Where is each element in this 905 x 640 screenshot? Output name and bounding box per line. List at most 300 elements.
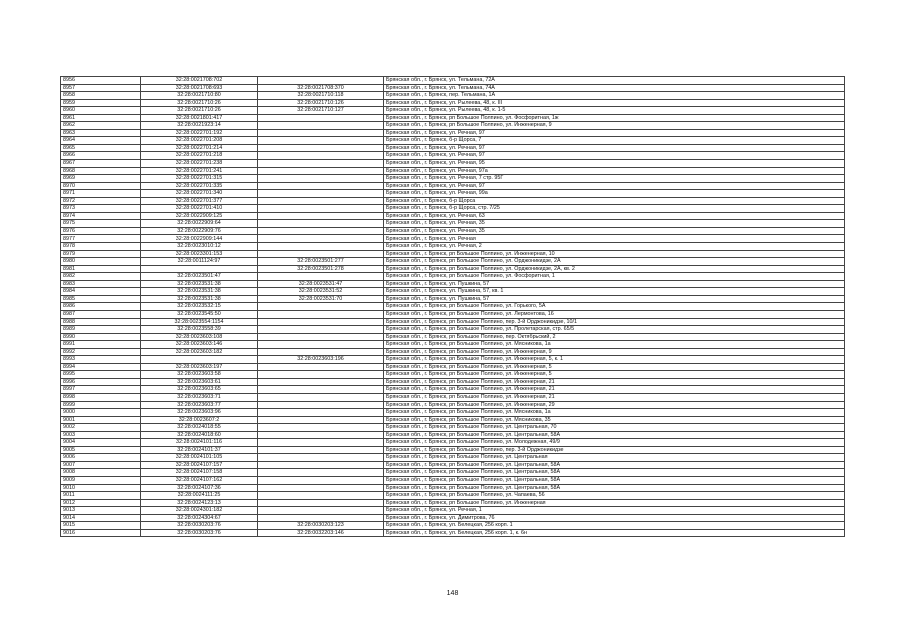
- previous-cadastral-number-cell: [258, 363, 384, 371]
- address-cell: Брянская обл., г. Брянск, рп Большое Полпино, ул. Инженерная, 10: [384, 250, 845, 258]
- table-row: [61, 356, 845, 364]
- table-row: [61, 522, 845, 530]
- address-cell: Брянская обл., г. Брянск, рп Большое Полпино, ул. Чапаева, 56: [384, 492, 845, 500]
- row-number-cell: 9008: [61, 469, 141, 477]
- row-number-cell: 8997: [61, 386, 141, 394]
- table-row: [61, 499, 845, 507]
- table-row: [61, 273, 845, 281]
- previous-cadastral-number-cell: 32:28:0023531:52: [258, 288, 384, 296]
- address-cell: Брянская обл., г. Брянск, рп Большое Полпино, ул. Инженерная, 21: [384, 386, 845, 394]
- address-cell: Брянская обл., г. Брянск, б-р Щорса, 7: [384, 137, 845, 145]
- table-row: [61, 310, 845, 318]
- address-cell: Брянская обл., г. Брянск, ул. Речная, 35: [384, 227, 845, 235]
- address-cell: Брянская обл., г. Брянск, рп Большое Полпино, ул. Инженерная, 5: [384, 371, 845, 379]
- address-cell: Брянская обл., г. Брянск, рп Большое Полпино, ул. Мясникова, 35: [384, 416, 845, 424]
- previous-cadastral-number-cell: 32:28:0021708:370: [258, 84, 384, 92]
- row-number-cell: 8999: [61, 401, 141, 409]
- row-number-cell: 8983: [61, 280, 141, 288]
- address-cell: Брянская обл., г. Брянск, ул. Пушкина, 57: [384, 280, 845, 288]
- table-row: [61, 212, 845, 220]
- cadastral-number-cell: 32:28:0023603:108: [141, 333, 258, 341]
- cadastral-number-cell: 32:28:0024304:67: [141, 514, 258, 522]
- table-row: [61, 341, 845, 349]
- address-cell: Брянская обл., г. Брянск, ул. Тельмана, 72А: [384, 77, 845, 85]
- previous-cadastral-number-cell: [258, 386, 384, 394]
- row-number-cell: 8972: [61, 197, 141, 205]
- previous-cadastral-number-cell: [258, 341, 384, 349]
- table-row: [61, 409, 845, 417]
- row-number-cell: 9010: [61, 484, 141, 492]
- previous-cadastral-number-cell: [258, 476, 384, 484]
- previous-cadastral-number-cell: [258, 205, 384, 213]
- previous-cadastral-number-cell: 32:28:0032203:146: [258, 529, 384, 537]
- cadastral-number-cell: 32:28:0023603:71: [141, 393, 258, 401]
- cadastral-number-cell: 32:28:0021708:702: [141, 77, 258, 85]
- row-number-cell: 9016: [61, 529, 141, 537]
- address-cell: Брянская обл., г. Брянск, рп Большое Полпино, ул. Инженерная, 9: [384, 122, 845, 130]
- row-number-cell: 8976: [61, 227, 141, 235]
- table-row: [61, 265, 845, 273]
- row-number-cell: 9004: [61, 439, 141, 447]
- address-cell: Брянская обл., г. Брянск, ул. Белецкая, 256 корп. 1: [384, 522, 845, 530]
- table-row: [61, 182, 845, 190]
- row-number-cell: 8959: [61, 99, 141, 107]
- address-cell: Брянская обл., г. Брянск, рп Большое Полпино, ул. Инженерная, 9: [384, 348, 845, 356]
- previous-cadastral-number-cell: [258, 461, 384, 469]
- previous-cadastral-number-cell: [258, 137, 384, 145]
- previous-cadastral-number-cell: [258, 152, 384, 160]
- table-row: [61, 250, 845, 258]
- address-cell: Брянская обл., г. Брянск, б-р Щорса: [384, 197, 845, 205]
- row-number-cell: 8985: [61, 295, 141, 303]
- cadastral-number-cell: 32:28:0030203:76: [141, 522, 258, 530]
- address-cell: Брянская обл., г. Брянск, рп Большое Полпино, ул. Центральная, 58А: [384, 476, 845, 484]
- row-number-cell: 8963: [61, 129, 141, 137]
- row-number-cell: 9002: [61, 424, 141, 432]
- row-number-cell: 9012: [61, 499, 141, 507]
- table-row: [61, 424, 845, 432]
- address-cell: Брянская обл., г. Брянск, ул. Речная, 7 стр. 95Г: [384, 175, 845, 183]
- address-cell: Брянская обл., г. Брянск, ул. Речная, 97а: [384, 167, 845, 175]
- table-row: [61, 507, 845, 515]
- previous-cadastral-number-cell: 32:28:0023501:278: [258, 265, 384, 273]
- table-row: [61, 348, 845, 356]
- address-cell: Брянская обл., г. Брянск, ул. Пушкина, 57: [384, 295, 845, 303]
- cadastral-number-cell: 32:28:0021708:693: [141, 84, 258, 92]
- cadastral-number-cell: 32:28:0023301:153: [141, 250, 258, 258]
- address-cell: Брянская обл., г. Брянск, ул. Белецкая, 256 корп. 1, к. 6н: [384, 529, 845, 537]
- address-cell: Брянская обл., г. Брянск, ул. Речная, 95: [384, 160, 845, 168]
- previous-cadastral-number-cell: [258, 333, 384, 341]
- row-number-cell: 8961: [61, 114, 141, 122]
- previous-cadastral-number-cell: [258, 454, 384, 462]
- previous-cadastral-number-cell: [258, 212, 384, 220]
- table-row: [61, 167, 845, 175]
- row-number-cell: 9000: [61, 409, 141, 417]
- previous-cadastral-number-cell: [258, 446, 384, 454]
- row-number-cell: 8977: [61, 235, 141, 243]
- table-row: [61, 258, 845, 266]
- cadastral-number-cell: 32:28:0023531:38: [141, 288, 258, 296]
- address-cell: Брянская обл., г. Брянск, рп Большое Полпино, ул. Пролетарская, стр. 65/5: [384, 326, 845, 334]
- row-number-cell: 8969: [61, 175, 141, 183]
- table-row: [61, 137, 845, 145]
- address-cell: Брянская обл., г. Брянск, рп Большое Полпино, ул. Молодежная, 49/9: [384, 439, 845, 447]
- address-cell: Брянская обл., г. Брянск, рп Большое Полпино, ул. Центральная, 58А: [384, 461, 845, 469]
- row-number-cell: 8996: [61, 378, 141, 386]
- previous-cadastral-number-cell: [258, 129, 384, 137]
- cadastral-number-cell: 32:28:0024107:158: [141, 469, 258, 477]
- row-number-cell: 9009: [61, 476, 141, 484]
- previous-cadastral-number-cell: [258, 416, 384, 424]
- previous-cadastral-number-cell: [258, 197, 384, 205]
- row-number-cell: 8960: [61, 107, 141, 115]
- previous-cadastral-number-cell: 32:28:0030203:123: [258, 522, 384, 530]
- address-cell: Брянская обл., г. Брянск, рп Большое Полпино, ул. Инженерная, 5, к. 1: [384, 356, 845, 364]
- table-row: [61, 469, 845, 477]
- address-cell: Брянская обл., г. Брянск, ул. Рылеева, 48, к. 1-5: [384, 107, 845, 115]
- table-row: [61, 160, 845, 168]
- table-row: [61, 295, 845, 303]
- cadastral-number-cell: 32:28:0023532:15: [141, 303, 258, 311]
- address-cell: Брянская обл., г. Брянск, рп Большое Полпино, ул. Орджоникидзе, 2А: [384, 258, 845, 266]
- row-number-cell: 8994: [61, 363, 141, 371]
- row-number-cell: 8979: [61, 250, 141, 258]
- cadastral-number-cell: 32:28:0024018:55: [141, 424, 258, 432]
- address-cell: Брянская обл., г. Брянск, ул. Речная, 2: [384, 243, 845, 251]
- cadastral-number-cell: 32:28:0022909:64: [141, 220, 258, 228]
- table-row: [61, 99, 845, 107]
- cadastral-number-cell: 32:28:0022701:410: [141, 205, 258, 213]
- table-row: [61, 416, 845, 424]
- address-cell: Брянская обл., г. Брянск, ул. Речная, 1: [384, 507, 845, 515]
- cadastral-number-cell: 32:28:0024107:157: [141, 461, 258, 469]
- row-number-cell: 8986: [61, 303, 141, 311]
- table-row: [61, 378, 845, 386]
- cadastral-number-cell: 32:28:0023603:197: [141, 363, 258, 371]
- address-cell: Брянская обл., г. Брянск, рп Большое Полпино, ул. Орджоникидзе, 2А, кв. 2: [384, 265, 845, 273]
- table-row: [61, 318, 845, 326]
- table-row: [61, 431, 845, 439]
- address-cell: Брянская обл., г. Брянск, ул. Речная, 97: [384, 152, 845, 160]
- previous-cadastral-number-cell: [258, 499, 384, 507]
- row-number-cell: 8990: [61, 333, 141, 341]
- previous-cadastral-number-cell: [258, 348, 384, 356]
- cadastral-number-cell: 32:28:0021923:14: [141, 122, 258, 130]
- cadastral-number-cell: 32:28:0024018:60: [141, 431, 258, 439]
- cadastral-number-cell: 32:28:0023603:96: [141, 409, 258, 417]
- row-number-cell: 8957: [61, 84, 141, 92]
- cadastral-number-cell: 32:28:0022701:241: [141, 167, 258, 175]
- table-row: [61, 205, 845, 213]
- address-cell: Брянская обл., г. Брянск, рп Большое Полпино, ул. Инженерная, 5: [384, 363, 845, 371]
- previous-cadastral-number-cell: [258, 401, 384, 409]
- row-number-cell: 8967: [61, 160, 141, 168]
- row-number-cell: 8973: [61, 205, 141, 213]
- cadastral-number-cell: 32:28:0022701:218: [141, 152, 258, 160]
- table-row: [61, 492, 845, 500]
- previous-cadastral-number-cell: [258, 424, 384, 432]
- cadastral-number-cell: 32:28:0024107:162: [141, 476, 258, 484]
- previous-cadastral-number-cell: [258, 469, 384, 477]
- cadastral-number-cell: 32:28:0022701:208: [141, 137, 258, 145]
- address-cell: Брянская обл., г. Брянск, ул. Рылеева, 48, к. III: [384, 99, 845, 107]
- table-row: [61, 77, 845, 85]
- address-cell: Брянская обл., г. Брянск, рп Большое Полпино, ул. Фосфоритная, 1ж: [384, 114, 845, 122]
- cadastral-number-cell: 32:28:0023501:47: [141, 273, 258, 281]
- cadastral-number-cell: 32:28:0024101:37: [141, 446, 258, 454]
- previous-cadastral-number-cell: [258, 409, 384, 417]
- row-number-cell: 8978: [61, 243, 141, 251]
- cadastral-number-cell: 32:28:0024107:36: [141, 484, 258, 492]
- table-row: [61, 243, 845, 251]
- address-cell: Брянская обл., г. Брянск, ул. Речная: [384, 235, 845, 243]
- previous-cadastral-number-cell: 32:28:0023531:70: [258, 295, 384, 303]
- row-number-cell: 8984: [61, 288, 141, 296]
- table-row: [61, 484, 845, 492]
- address-cell: Брянская обл., г. Брянск, ул. Пушкина, 57, кв. 1: [384, 288, 845, 296]
- cadastral-number-cell: 32:28:0023010:12: [141, 243, 258, 251]
- row-number-cell: 8995: [61, 371, 141, 379]
- previous-cadastral-number-cell: [258, 235, 384, 243]
- table-row: [61, 122, 845, 130]
- address-cell: Брянская обл., г. Брянск, рп Большое Полпино, ул. Инженерная, 29: [384, 401, 845, 409]
- row-number-cell: 8966: [61, 152, 141, 160]
- cadastral-number-cell: 32:28:0022701:377: [141, 197, 258, 205]
- previous-cadastral-number-cell: [258, 243, 384, 251]
- row-number-cell: 8962: [61, 122, 141, 130]
- previous-cadastral-number-cell: [258, 378, 384, 386]
- previous-cadastral-number-cell: [258, 393, 384, 401]
- cadastral-number-cell: 32:28:0021801:417: [141, 114, 258, 122]
- address-cell: Брянская обл., г. Брянск, рп Большое Полпино, пер. 3-й Орджоникидзе: [384, 446, 845, 454]
- row-number-cell: 9003: [61, 431, 141, 439]
- previous-cadastral-number-cell: [258, 250, 384, 258]
- previous-cadastral-number-cell: [258, 492, 384, 500]
- table-row: [61, 333, 845, 341]
- previous-cadastral-number-cell: [258, 144, 384, 152]
- previous-cadastral-number-cell: [258, 175, 384, 183]
- previous-cadastral-number-cell: [258, 227, 384, 235]
- previous-cadastral-number-cell: 32:28:0021710:126: [258, 99, 384, 107]
- previous-cadastral-number-cell: [258, 122, 384, 130]
- table-row: [61, 235, 845, 243]
- row-number-cell: 8998: [61, 393, 141, 401]
- row-number-cell: 8974: [61, 212, 141, 220]
- previous-cadastral-number-cell: [258, 310, 384, 318]
- address-cell: Брянская обл., г. Брянск, рп Большое Полпино, ул. Инженерная: [384, 499, 845, 507]
- table-row: [61, 92, 845, 100]
- previous-cadastral-number-cell: 32:28:0021710:118: [258, 92, 384, 100]
- row-number-cell: 8956: [61, 77, 141, 85]
- cadastral-number-cell: 32:28:0024101:105: [141, 454, 258, 462]
- row-number-cell: 8992: [61, 348, 141, 356]
- address-cell: Брянская обл., г. Брянск, рп Большое Полпино, ул. Инженерная, 21: [384, 393, 845, 401]
- address-cell: Брянская обл., г. Брянск, рп Большое Полпино, ул. Фосфоритная, 1: [384, 273, 845, 281]
- previous-cadastral-number-cell: [258, 77, 384, 85]
- cadastral-number-cell: 32:28:0022701:238: [141, 160, 258, 168]
- cadastral-number-cell: 32:28:0022701:315: [141, 175, 258, 183]
- cadastral-number-cell: 32:28:0023607:2: [141, 416, 258, 424]
- cadastral-number-cell: 32:28:0022701:192: [141, 129, 258, 137]
- cadastral-number-cell: 32:28:0022909:144: [141, 235, 258, 243]
- previous-cadastral-number-cell: [258, 190, 384, 198]
- row-number-cell: 8991: [61, 341, 141, 349]
- previous-cadastral-number-cell: 32:28:0023501:277: [258, 258, 384, 266]
- table-row: [61, 197, 845, 205]
- previous-cadastral-number-cell: [258, 507, 384, 515]
- row-number-cell: 9015: [61, 522, 141, 530]
- cadastral-number-cell: 32:28:0023558:39: [141, 326, 258, 334]
- address-cell: Брянская обл., г. Брянск, ул. Речная, 97: [384, 129, 845, 137]
- row-number-cell: 8987: [61, 310, 141, 318]
- previous-cadastral-number-cell: [258, 326, 384, 334]
- address-cell: Брянская обл., г. Брянск, б-р Щорса, стр. 7/25: [384, 205, 845, 213]
- cadastral-number-cell: 32:28:0023603:77: [141, 401, 258, 409]
- cadastral-number-cell: 32:28:0023603:58: [141, 371, 258, 379]
- cadastral-number-cell: [141, 356, 258, 364]
- cadastral-number-cell: 32:28:0024301:182: [141, 507, 258, 515]
- table-row: [61, 144, 845, 152]
- previous-cadastral-number-cell: [258, 484, 384, 492]
- previous-cadastral-number-cell: 32:28:0023603:196: [258, 356, 384, 364]
- row-number-cell: 8993: [61, 356, 141, 364]
- table-row: [61, 461, 845, 469]
- cadastral-number-cell: 32:28:0021710:26: [141, 99, 258, 107]
- table-row: [61, 152, 845, 160]
- address-cell: Брянская обл., г. Брянск, ул. Речная, 63: [384, 212, 845, 220]
- cadastral-number-cell: 32:28:0022701:214: [141, 144, 258, 152]
- table-row: [61, 476, 845, 484]
- row-number-cell: 9011: [61, 492, 141, 500]
- cadastral-number-cell: 32:28:0022909:125: [141, 212, 258, 220]
- table-row: [61, 288, 845, 296]
- address-cell: Брянская обл., г. Брянск, рп Большое Полпино, ул. Горького, 5А: [384, 303, 845, 311]
- previous-cadastral-number-cell: [258, 220, 384, 228]
- table-row: [61, 220, 845, 228]
- previous-cadastral-number-cell: [258, 439, 384, 447]
- row-number-cell: 9013: [61, 507, 141, 515]
- table-row: [61, 363, 845, 371]
- address-cell: Брянская обл., г. Брянск, ул. Речная, 99а: [384, 190, 845, 198]
- cadastral-number-cell: 32:28:0023531:38: [141, 280, 258, 288]
- row-number-cell: 8970: [61, 182, 141, 190]
- table-row: [61, 401, 845, 409]
- table-row: [61, 371, 845, 379]
- page-number: 148: [446, 590, 459, 597]
- cadastral-number-cell: 32:28:0022701:340: [141, 190, 258, 198]
- cadastral-number-cell: 32:28:0023603:146: [141, 341, 258, 349]
- row-number-cell: 9007: [61, 461, 141, 469]
- previous-cadastral-number-cell: [258, 303, 384, 311]
- address-cell: Брянская обл., г. Брянск, рп Большое Полпино, ул. Мясникова, 1а: [384, 341, 845, 349]
- address-cell: Брянская обл., г. Брянск, рп Большое Полпино, ул. Лермонтова, 16: [384, 310, 845, 318]
- address-cell: Брянская обл., г. Брянск, рп Большое Полпино, ул. Центральная, 70: [384, 424, 845, 432]
- cadastral-number-cell: 32:28:0024101:116: [141, 439, 258, 447]
- address-cell: Брянская обл., г. Брянск, рп Большое Полпино, ул. Центральная, 58А: [384, 431, 845, 439]
- cadastral-number-cell: [141, 265, 258, 273]
- row-number-cell: 9005: [61, 446, 141, 454]
- table-row: [61, 439, 845, 447]
- previous-cadastral-number-cell: [258, 371, 384, 379]
- address-cell: Брянская обл., г. Брянск, пер. Тельмана, 1А: [384, 92, 845, 100]
- table-row: [61, 446, 845, 454]
- previous-cadastral-number-cell: [258, 167, 384, 175]
- cadastral-number-cell: 32:28:0022701:335: [141, 182, 258, 190]
- address-cell: Брянская обл., г. Брянск, рп Большое Полпино, ул. Центральная: [384, 454, 845, 462]
- address-cell: Брянская обл., г. Брянск, ул. Димитрова, 76: [384, 514, 845, 522]
- address-cell: Брянская обл., г. Брянск, ул. Речная, 97: [384, 182, 845, 190]
- cadastral-number-cell: 32:28:0023603:65: [141, 386, 258, 394]
- address-cell: Брянская обл., г. Брянск, рп Большое Полпино, ул. Центральная, 58А: [384, 484, 845, 492]
- address-cell: Брянская обл., г. Брянск, ул. Тельмана, 74А: [384, 84, 845, 92]
- address-cell: Брянская обл., г. Брянск, рп Большое Полпино, ул. Инженерная, 21: [384, 378, 845, 386]
- cadastral-number-cell: 32:28:0023603:182: [141, 348, 258, 356]
- previous-cadastral-number-cell: [258, 318, 384, 326]
- cadastral-number-cell: 32:28:0024111:25: [141, 492, 258, 500]
- table-row: [61, 107, 845, 115]
- row-number-cell: 9001: [61, 416, 141, 424]
- row-number-cell: 8958: [61, 92, 141, 100]
- cadastral-number-cell: 32:28:0023554:1154: [141, 318, 258, 326]
- row-number-cell: 8981: [61, 265, 141, 273]
- registry-table: [60, 76, 845, 537]
- cadastral-number-cell: 32:28:0023603:61: [141, 378, 258, 386]
- registry-table-body: [61, 77, 845, 537]
- cadastral-number-cell: 32:28:0021710:80: [141, 92, 258, 100]
- previous-cadastral-number-cell: [258, 431, 384, 439]
- cadastral-number-cell: 32:28:0023545:50: [141, 310, 258, 318]
- row-number-cell: 8971: [61, 190, 141, 198]
- cadastral-number-cell: 32:28:0022909:76: [141, 227, 258, 235]
- row-number-cell: 9006: [61, 454, 141, 462]
- table-row: [61, 514, 845, 522]
- table-row: [61, 454, 845, 462]
- row-number-cell: 8965: [61, 144, 141, 152]
- table-row: [61, 393, 845, 401]
- previous-cadastral-number-cell: [258, 273, 384, 281]
- address-cell: Брянская обл., г. Брянск, рп Большое Полпино, ул. Центральная, 58А: [384, 469, 845, 477]
- address-cell: Брянская обл., г. Брянск, ул. Речная, 97: [384, 144, 845, 152]
- address-cell: Брянская обл., г. Брянск, ул. Речная, 35: [384, 220, 845, 228]
- row-number-cell: 8964: [61, 137, 141, 145]
- row-number-cell: 8975: [61, 220, 141, 228]
- cadastral-number-cell: 32:28:0024123:13: [141, 499, 258, 507]
- row-number-cell: 8988: [61, 318, 141, 326]
- table-row: [61, 529, 845, 537]
- address-cell: Брянская обл., г. Брянск, рп Большое Полпино, ул. Мясникова, 1а: [384, 409, 845, 417]
- address-cell: Брянская обл., г. Брянск, рп Большое Полпино, пер. 3-й Орджоникидзе, 10/1: [384, 318, 845, 326]
- previous-cadastral-number-cell: 32:28:0023531:47: [258, 280, 384, 288]
- cadastral-number-cell: 32:28:0011124:97: [141, 258, 258, 266]
- address-cell: Брянская обл., г. Брянск, рп Большое Полпино, пер. Октябрьский, 2: [384, 333, 845, 341]
- cadastral-number-cell: 32:28:0021710:26: [141, 107, 258, 115]
- row-number-cell: 8982: [61, 273, 141, 281]
- table-row: [61, 326, 845, 334]
- table-row: [61, 175, 845, 183]
- cadastral-number-cell: 32:28:0023531:38: [141, 295, 258, 303]
- row-number-cell: 8989: [61, 326, 141, 334]
- previous-cadastral-number-cell: [258, 514, 384, 522]
- previous-cadastral-number-cell: 32:28:0021710:127: [258, 107, 384, 115]
- table-row: [61, 303, 845, 311]
- previous-cadastral-number-cell: [258, 182, 384, 190]
- table-row: [61, 114, 845, 122]
- previous-cadastral-number-cell: [258, 114, 384, 122]
- cadastral-number-cell: 32:28:0030203:76: [141, 529, 258, 537]
- table-row: [61, 227, 845, 235]
- row-number-cell: 8968: [61, 167, 141, 175]
